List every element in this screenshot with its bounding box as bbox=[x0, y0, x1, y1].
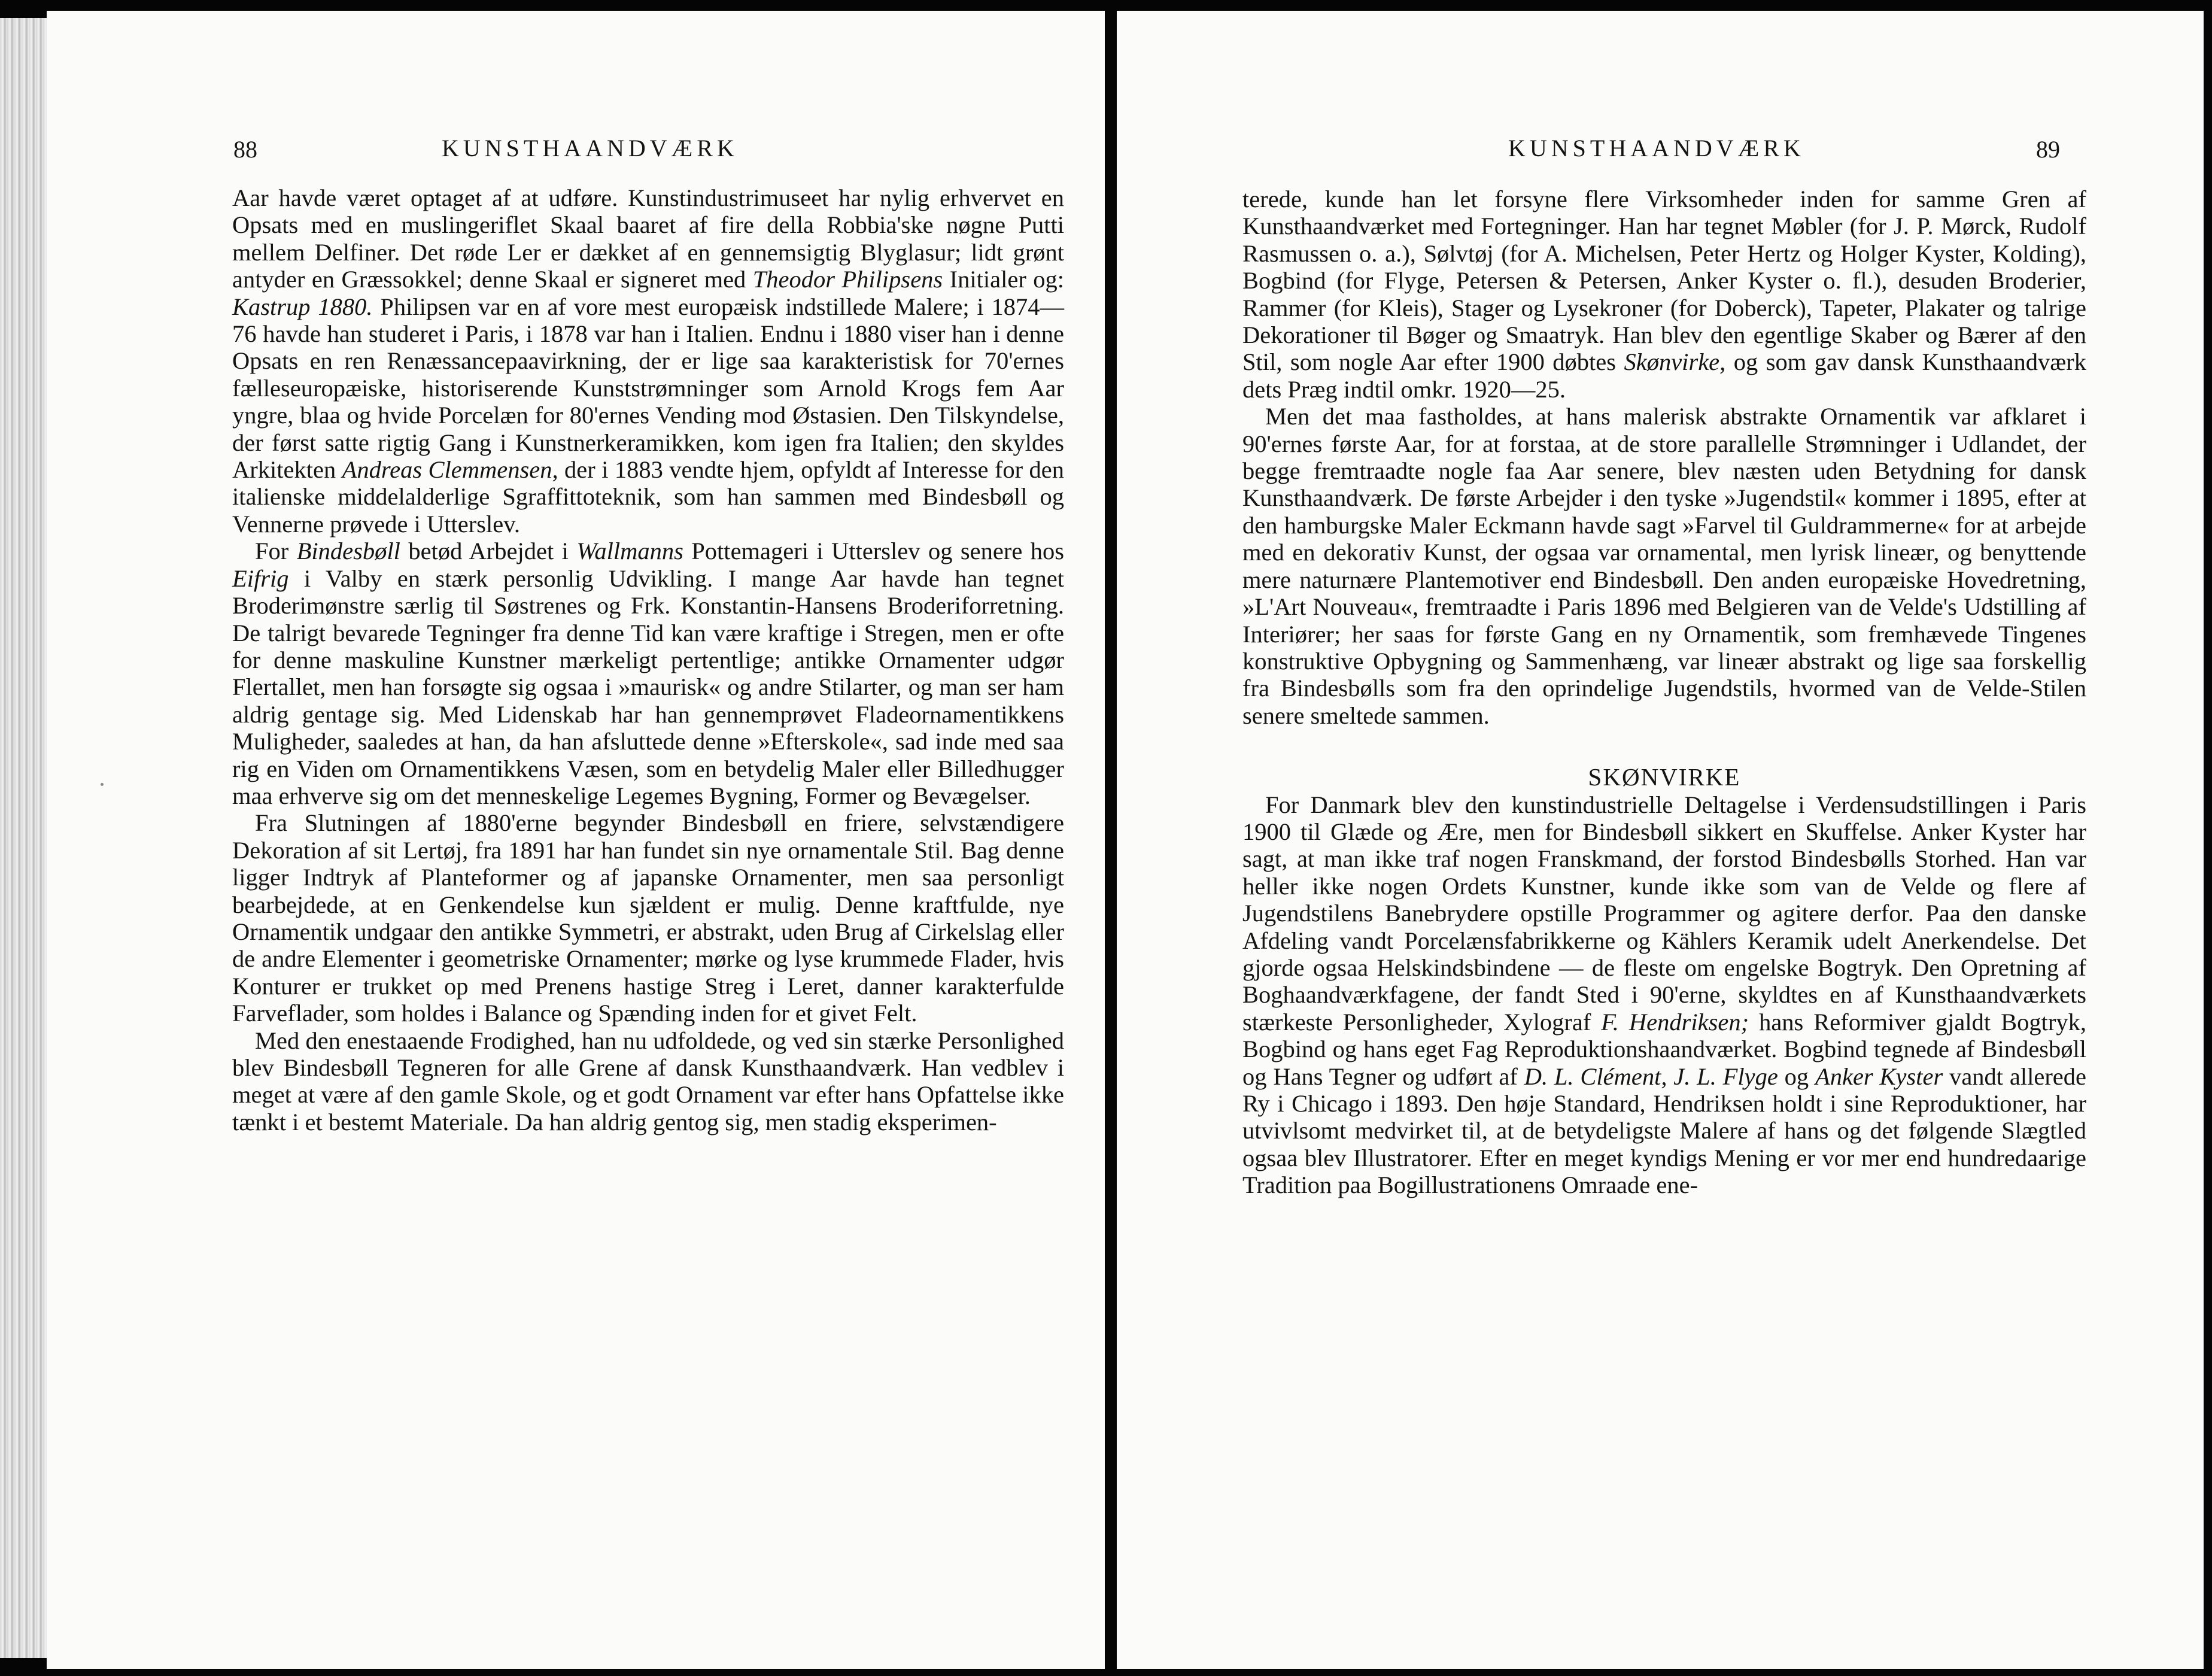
right-page bbox=[1117, 11, 2204, 1669]
running-head: KUNSTHAANDVÆRK bbox=[442, 135, 739, 162]
paragraph bbox=[232, 809, 1064, 1027]
text-run: betød Arbejdet i bbox=[400, 538, 577, 565]
page-number: 89 bbox=[2036, 136, 2060, 163]
italic-text: Skønvirke, bbox=[1624, 348, 1726, 376]
page-number: 88 bbox=[233, 136, 257, 163]
paragraph bbox=[232, 184, 1064, 538]
italic-text: Theodor Philipsens bbox=[752, 266, 943, 293]
left-body-text bbox=[232, 184, 1064, 1135]
paragraph bbox=[232, 538, 1064, 809]
text-run: Initialer og: bbox=[943, 266, 1064, 293]
paragraph bbox=[1242, 186, 2086, 403]
text-run: der i 1883 vendte hjem, opfyldt af Interesse for den italienske middelalderlige Sgraffittoteknik, som han sammen med Bindesbøll og Vennerne prøvede i Utterslev. bbox=[232, 456, 1064, 538]
paragraph bbox=[1242, 403, 2086, 729]
paragraph bbox=[232, 1027, 1064, 1136]
text-run: terede, kunde han let forsyne flere Virksomheder inden for samme Gren af Kunsthaandværket med Fortegninger. Han har tegnet Møbler (for J. P. Mørck, Rudolf Rasmussen o. a.), Sølvtøj (for A. Michelsen, Peter Hertz og Holger Kyster, Kolding), Bogbind (for Flyge, Petersen & Petersen, Anker Kyster o. fl.), desuden Broderier, Rammer (for Kleis), Stager og Lysekroner (for Doberck), Tapeter, Plakater og talrige Dekorationer til Bøger og Smaatryk. Han blev den egentlige Skaber og Bærer af den Stil, som nogle Aar efter 1900 døbtes bbox=[1242, 186, 2086, 376]
italic-text: Andreas Clemmensen, bbox=[342, 456, 558, 484]
italic-text: Bindesbøll bbox=[296, 538, 400, 565]
italic-text: Kastrup 1880. bbox=[232, 293, 373, 320]
italic-text: Eifrig bbox=[232, 564, 289, 592]
text-run: Med den enestaaende Frodighed, han nu udfoldede, og ved sin stærke Personlighed blev Bindesbøll Tegneren for alle Grene af dansk Kunsthaandværk. Han vedblev i meget at være af den gamle Skole, og et godt Ornament var efter hans Opfattelse ikke tænkt i et bestemt Materiale. Da han aldrig gentog sig, men stadig eksperimen- bbox=[232, 1027, 1065, 1135]
text-run: Pottemageri i Utterslev og senere hos bbox=[683, 538, 1064, 565]
text-run: Aar havde været optaget af at udføre. Kunstindustrimuseet har nylig erhvervet en Opsats med en muslingeriflet Skaal baaret af fire della Robbia'ske nøgne Putti mellem Delfiner. Det røde Ler er dækket af en gennemsigtig Blyglasur; lidt grønt antyder en Græssokkel; denne Skaal er signeret med bbox=[232, 184, 1064, 293]
text-run: Men det maa fastholdes, at hans malerisk abstrakte Ornamentik var afklaret i 90'ernes første Aar, for at forstaa, at de store parallelle Strømninger i Udlandet, der begge fremtraadte nogle faa Aar senere, blev næsten uden Betydning for dansk Kunsthaandværk. De første Arbejder i den tyske »Jugendstil« kommer i 1895, efter at den hamburgske Maler Eckmann havde sagt »Farvel til Guldrammerne« for at arbejde med en dekorativ Kunst, der ogsaa var ornamental, men lyrisk lineær, og benyttende mere naturnære Plantemotiver end Bindesbøll. Den anden europæiske Hovedretning, »L'Art Nouveau«, fremtraadte i Paris 1896 med Belgieren van de Velde's Udstilling af Interiører; her saas for første Gang en ny Ornamentik, som fremhævede Tingenes konstruktive Opbygning og Sammenhæng, var lineær abstrakt og lige saa forskellig fra Bindesbølls som fra den oprindelige Jugendstils, hvormed van de Velde-Stilen senere smeltede sammen. bbox=[1242, 403, 2086, 729]
text-run: vandt allerede Ry i Chicago i 1893. Den høje Standard, Hendriksen holdt i sine Reproduktioner, har utvivlsomt medvirket til, at de betydeligste Malere af hans og det følgende Slægtled ogsaa blev Illustratorer. Efter en meget kyndigs Mening er vor mer end hundredaarige Tradition paa Bogillustrationens Omraade ene- bbox=[1242, 1062, 2087, 1199]
paragraph bbox=[1242, 791, 2086, 1199]
text-run: For bbox=[255, 538, 297, 565]
section-heading: SKØNVIRKE bbox=[1588, 763, 1741, 791]
text-run: og som gav dansk Kunsthaandværk dets Præg indtil omkr. 1920—25. bbox=[1242, 348, 2086, 403]
text-run: hans Reformiver gjaldt Bogtryk, Bogbind og hans eget Fag Reproduktionshaandværket. Bogbind tegnede af Bindesbøll og Hans Tegner og udført af bbox=[1242, 1008, 2086, 1090]
text-run: Fra Slutningen af 1880'erne begynder Bindesbøll en friere, selvstændigere Dekoration af sit Lertøj, fra 1891 har han fundet sin nye ornamentale Stil. Bag denne ligger Indtryk af Planteformer og af japanske Ornamenter, men saa personligt bearbejdede, at en Genkendelse kun sjældent er mulig. Denne kraftfulde, nye Ornamentik undgaar den antikke Symmetri, er abstrakt, uden Brug af Cirkelslag eller de andre Elementer i geometriske Ornamenter; mørke og lyse krummede Flader, hvis Konturer er trukket op med Prenens hastige Streg i Leret, danner karakterfulde Farveflader, som holdes i Balance og Spænding inden for et givet Felt. bbox=[232, 809, 1064, 1027]
italic-text: Wallmanns bbox=[576, 538, 683, 565]
running-head: KUNSTHAANDVÆRK bbox=[1508, 135, 1805, 162]
italic-text: Anker Kyster bbox=[1815, 1062, 1943, 1090]
right-body-text bbox=[1242, 186, 2086, 1199]
italic-text: F. Hendriksen; bbox=[1601, 1008, 1749, 1036]
page-speck bbox=[101, 783, 104, 786]
text-run: Philipsen var en af vore mest europæisk indstillede Malere; i 1874—76 havde han studeret i Paris, i 1878 var han i Italien. Endnu i 1880 viser han i denne Opsats en ren Renæssancepaavirkning, der er lige saa karakteristisk for 70'ernes fælleseuropæiske, historiserende Kunststrømninger som Arnold Krogs fem Aar yngre, blaa og hvide Porcelæn for 80'ernes Vending mod Østasien. Den Tilskyndelse, der først satte rigtig Gang i Kunstnerkeramikken, kom igen fra Italien; den skyldes Arkitekten bbox=[232, 293, 1064, 484]
text-run: For Danmark blev den kunstindustrielle Deltagelse i Verdensudstillingen i Paris 1900 til Glæde og Ære, men for Bindesbøll sikkert en Skuffelse. Anker Kyster har sagt, at man ikke traf nogen Franskmand, der forstod Bindesbølls Storhed. Han var heller ikke nogen Ordets Kunstner, kunde ikke som van de Velde og flere af Jugendstilens Banebrydere opstille Programmer og agitere derfor. Paa den danske Afdeling vandt Porcelænsfabrikkerne og Kählers Keramik udelt Anerkendelse. Det gjorde ogsaa Helskindsbindene — de fleste om engelske Bogtryk. Den Opretning af Boghaandværkfagene, der fandt Sted i 90'erne, skyldtes en af Kunsthaandværkets stærkeste Personligheder, Xylograf bbox=[1242, 791, 2086, 1036]
text-run: og bbox=[1778, 1062, 1815, 1090]
left-page bbox=[47, 11, 1105, 1669]
text-run: i Valby en stærk personlig Udvikling. I mange Aar havde han tegnet Broderimønstre særlig til Søstrenes og Frk. Konstantin-Hansens Broderiforretning. De talrigt bevarede Tegninger fra denne Tid kan være kraftige i Stregen, men er ofte for denne maskuline Kunstner mærkeligt pertentlige; antikke Ornamenter udgør Flertallet, men han forsøgte sig ogsaa i »maurisk« og andre Stilarter, og man ser ham aldrig gentage sig. Med Lidenskab har han gennemprøvet Fladeornamentikkens Muligheder, saaledes at han, da han afsluttede denne »Efterskole«, sad inde med saa rig en Viden om Ornamentikkens Væsen, som en betydelig Maler eller Billedhugger maa erhverve sig om det menneskelige Legemes Bygning, Former og Bevægelser. bbox=[232, 564, 1064, 809]
italic-text: D. L. Clément, J. L. Flyge bbox=[1524, 1062, 1778, 1090]
